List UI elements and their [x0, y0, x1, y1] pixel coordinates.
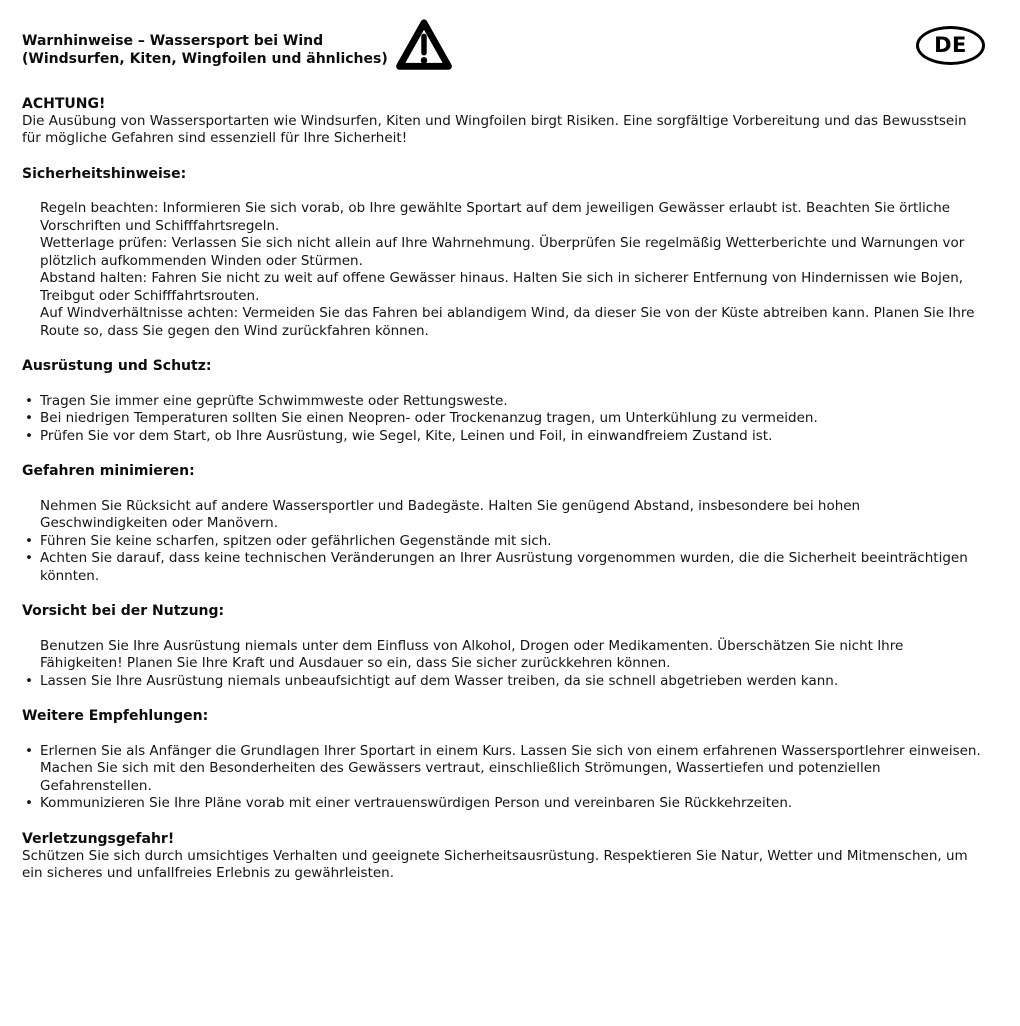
section-heading: Gefahren minimieren:: [22, 463, 195, 479]
indented-list-item: [22, 638, 988, 673]
title-line-1: Warnhinweise – Wassersport bei Wind: [22, 33, 324, 49]
indented-list-item: [22, 498, 988, 533]
list: [22, 743, 988, 813]
bullet-list-item: [22, 428, 988, 446]
bullet-list-item: [22, 533, 988, 551]
indented-list-item: [22, 305, 988, 340]
list-item-text: Nehmen Sie Rücksicht auf andere Wassersportler und Badegäste. Halten Sie genügend Abstand, insbesondere bei hohen Geschwindigkeiten oder Manövern.: [40, 497, 861, 531]
bullet-list-item: [22, 795, 988, 813]
list-item-text: Benutzen Sie Ihre Ausrüstung niemals unter dem Einfluss von Alkohol, Drogen oder Medikamenten. Überschätzen Sie nicht Ihre Fähigkeiten! Planen Sie Ihre Kraft und Ausdauer so ein, dass Sie sicher zurückkehren können.: [40, 637, 904, 671]
list-item-text: Prüfen Sie vor dem Start, ob Ihre Ausrüstung, wie Segel, Kite, Leinen und Foil, in einwandfreiem Zustand ist.: [40, 427, 773, 444]
title-line-2: (Windsurfen, Kiten, Wingfoilen und ähnliches): [22, 51, 388, 67]
list-item-text: Abstand halten: Fahren Sie nicht zu weit auf offene Gewässer hinaus. Halten Sie sich in sicherer Entfernung von Hindernissen wie Bojen, Treibgut oder Schifffahrtsrouten.: [40, 270, 964, 304]
country-badge: [916, 26, 985, 65]
document-title: [22, 32, 388, 68]
list-item-text: Regeln beachten: Informieren Sie sich vorab, ob Ihre gewählte Sportart auf dem jeweiligen Gewässer erlaubt ist. Beachten Sie örtliche Vorschriften und Schifffahrtsregeln.: [40, 200, 951, 234]
bullet-list-item: [22, 410, 988, 428]
section: [22, 95, 988, 148]
warning-triangle-icon: [395, 18, 453, 78]
list: [22, 638, 988, 691]
list: [22, 498, 988, 586]
section: [22, 165, 988, 341]
indented-list-item: [22, 200, 988, 235]
section: [22, 602, 988, 690]
list-item-text: Machen Sie sich mit den Besonderheiten des Gewässers vertraut, einschließlich Strömungen, Wassertiefen und potenziellen Gefahrenstellen.: [40, 760, 881, 794]
document-body: [22, 95, 988, 883]
paragraph: Die Ausübung von Wassersportarten wie Windsurfen, Kiten und Wingfoilen birgt Risiken. Eine sorgfältige Vorbereitung und das Bewusstsein für mögliche Gefahren sind essenziell für Ihre Sicherheit!: [22, 112, 967, 146]
bullet-list-item: [22, 550, 988, 585]
section-heading: ACHTUNG!: [22, 95, 106, 112]
list-item-text: Führen Sie keine scharfen, spitzen oder gefährlichen Gegenstände mit sich.: [40, 532, 552, 549]
list-item-text: Auf Windverhältnisse achten: Vermeiden Sie das Fahren bei ablandigem Wind, da dieser Sie von der Küste abtreiben kann. Planen Sie Ihre Route so, dass Sie gegen den Wind zurückfahren können.: [40, 305, 975, 339]
section-heading: Sicherheitshinweise:: [22, 165, 187, 182]
list-item-text: Achten Sie darauf, dass keine technischen Veränderungen an Ihrer Ausrüstung vorgenommen wurden, die die Sicherheit beeinträchtigen könnten.: [40, 550, 968, 584]
list: [22, 393, 988, 446]
bullet-list-item: [22, 673, 988, 691]
list-item-text: Bei niedrigen Temperaturen sollten Sie einen Neopren- oder Trockenanzug tragen, um Unterkühlung zu vermeiden.: [40, 410, 818, 426]
indented-list-item: [22, 235, 988, 270]
list-item-text: Wetterlage prüfen: Verlassen Sie sich nicht allein auf Ihre Wahrnehmung. Überprüfen Sie regelmäßig Wetterberichte und Warnungen vor plötzlich aufkommenden Winden oder Stürmen.: [40, 235, 965, 269]
document-header: [22, 16, 988, 78]
bullet-list-item: [22, 393, 988, 411]
paragraph: Schützen Sie sich durch umsichtiges Verhalten und geeignete Sicherheitsausrüstung. Respektieren Sie Natur, Wetter und Mitmenschen, um ein sicheres und unfallfreies Erlebnis zu gewährleisten.: [22, 847, 968, 881]
section: [22, 707, 988, 813]
bullet-list-item: [22, 743, 988, 761]
list-item-text: Tragen Sie immer eine geprüfte Schwimmweste oder Rettungsweste.: [40, 392, 508, 409]
section: [22, 462, 988, 585]
list-item-text: Kommunizieren Sie Ihre Pläne vorab mit einer vertrauenswürdigen Person und vereinbaren Sie Rückkehrzeiten.: [40, 795, 793, 811]
indented-list-item: [22, 760, 988, 795]
section: [22, 830, 988, 883]
list-item-text: Erlernen Sie als Anfänger die Grundlagen Ihrer Sportart in einem Kurs. Lassen Sie sich von einem erfahrenen Wassersportlehrer einweisen.: [40, 742, 981, 759]
section: [22, 357, 988, 445]
list: [22, 200, 988, 340]
section-heading: Weitere Empfehlungen:: [22, 708, 209, 724]
section-heading: Verletzungsgefahr!: [22, 830, 175, 847]
section-heading: Ausrüstung und Schutz:: [22, 358, 212, 374]
list-item-text: Lassen Sie Ihre Ausrüstung niemals unbeaufsichtigt auf dem Wasser treiben, da sie schnell abgetrieben werden kann.: [40, 672, 839, 689]
section-heading: Vorsicht bei der Nutzung:: [22, 603, 225, 619]
country-badge-label: DE: [934, 32, 967, 57]
indented-list-item: [22, 270, 988, 305]
